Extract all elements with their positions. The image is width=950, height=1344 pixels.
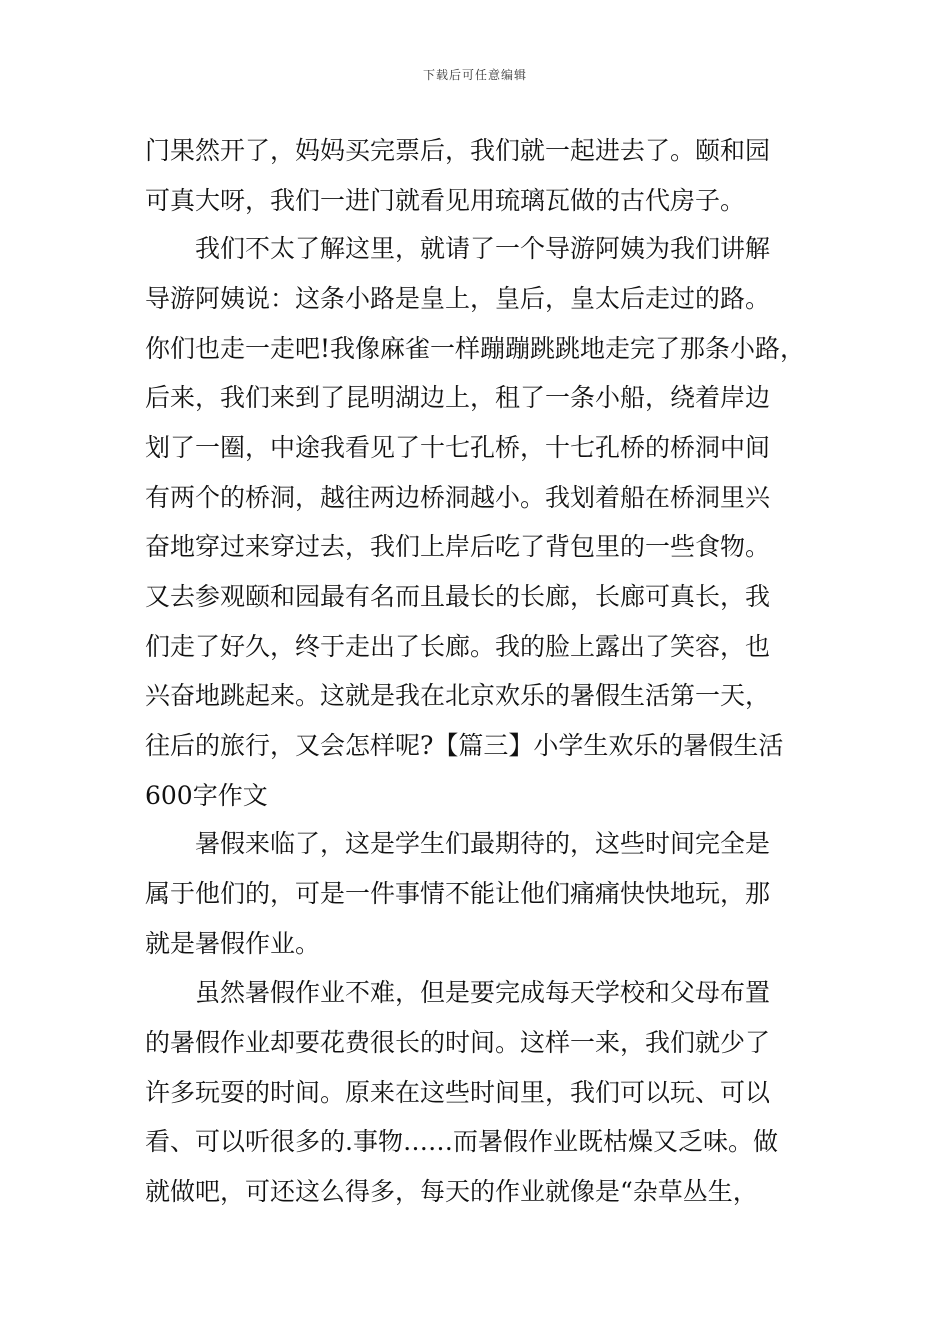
text-line: 导游阿姨说：这条小路是皇上，皇后，皇太后走过的路。 <box>145 284 771 313</box>
text-line: 又去参观颐和园最有名而且最长的长廊，长廊可真长，我 <box>145 582 771 611</box>
text-line: 许多玩耍的时间。原来在这些时间里，我们可以玩、可以 <box>145 1078 771 1107</box>
text-line: 往后的旅行，又会怎样呢?【篇三】小学生欢乐的暑假生活 <box>145 731 784 760</box>
text-line: 看、可以听很多的.事物……而暑假作业既枯燥又乏味。做 <box>145 1127 778 1156</box>
text-line: 我们不太了解这里，就请了一个导游阿姨为我们讲解 <box>145 234 771 263</box>
text-line: 划了一圈，中途我看见了十七孔桥，十七孔桥的桥洞中间 <box>145 433 771 462</box>
text-line: 你们也走一走吧!我像麻雀一样蹦蹦跳跳地走完了那条小路， <box>145 334 806 363</box>
text-line: 门果然开了，妈妈买完票后，我们就一起进去了。颐和园 <box>145 136 771 165</box>
text-line: 有两个的桥洞，越往两边桥洞越小。我划着船在桥洞里兴 <box>145 483 771 512</box>
text-line: 就做吧，可还这么得多，每天的作业就像是“杂草丛生， <box>145 1177 758 1206</box>
text-line: 们走了好久，终于走出了长廊。我的脸上露出了笑容，也 <box>145 632 771 661</box>
text-line: 就是暑假作业。 <box>145 929 321 958</box>
text-line: 的暑假作业却要花费很长的时间。这样一来，我们就少了 <box>145 1028 771 1057</box>
text-line: 属于他们的，可是一件事情不能让他们痛痛快快地玩，那 <box>145 879 771 908</box>
header-note: 下载后可任意编辑 <box>422 68 527 82</box>
text-line: 后来，我们来到了昆明湖边上，租了一条小船，绕着岸边 <box>145 383 771 412</box>
text-line: 虽然暑假作业不难，但是要完成每天学校和父母布置 <box>145 978 771 1007</box>
text-line: 奋地穿过来穿过去，我们上岸后吃了背包里的一些食物。 <box>145 532 771 561</box>
text-line: 可真大呀，我们一进门就看见用琉璃瓦做的古代房子。 <box>145 186 746 215</box>
text-line: 暑假来临了，这是学生们最期待的，这些时间完全是 <box>145 829 771 858</box>
text-line: 兴奋地跳起来。这就是我在北京欢乐的暑假生活第一天， <box>145 681 771 710</box>
text-line: 600字作文 <box>145 781 268 810</box>
